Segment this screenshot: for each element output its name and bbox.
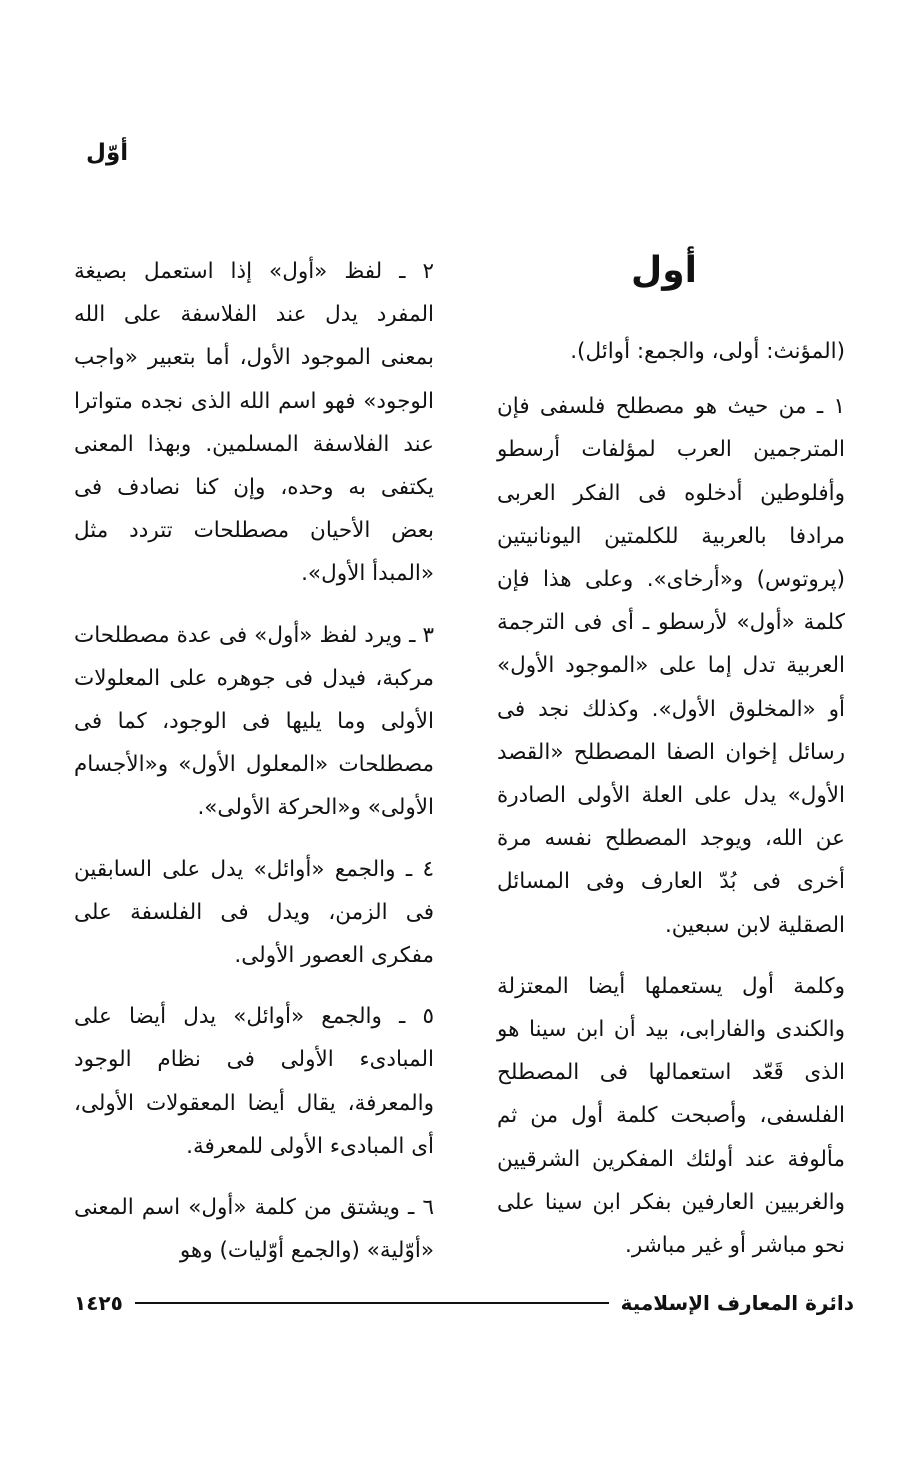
footer-rule: [135, 1302, 609, 1304]
paragraph-5: ٥ ـ والجمع «أوائل» يدل أيضا على المبادىء الأولى فى نظام الوجود والمعرفة، يقال أيضا المعقولات الأولى، أى المبادىء الأولى للمعرفة.: [74, 1004, 434, 1159]
publication-name: دائرة المعارف الإسلامية: [620, 1291, 854, 1315]
entry-title: أول: [631, 250, 697, 291]
page-footer: [74, 1288, 854, 1318]
page-number: ١٤٢٥: [74, 1291, 123, 1315]
paragraph-3: ٣ ـ ويرد لفظ «أول» فى عدة مصطلحات مركبة، فيدل فى جوهره على المعلولات الأولى وما يليها فى الوجود، كما فى مصطلحات «المعلول الأول» و«الأجسام الأولى» و«الحركة الأولى».: [74, 622, 434, 821]
paragraph-1: ١ ـ من حيث هو مصطلح فلسفى فإن المترجمين العرب لمؤلفات أرسطو وأفلوطين أدخلوه فى الفكر العربى مرادفا بالعربية للكلمتين اليونانيتين (پروتوس) و«أرخاى». وعلى هذا فإن كلمة «أول» لأرسطو ـ أى فى الترجمة العربية تدل إما على «الموجود الأول» أو «المخلوق الأول». وكذلك نجد فى رسائل إخوان الصفا المصطلح «القصد الأول» يدل على العلة الأولى الصادرة عن الله، ويوجد المصطلح نفسه مرة أخرى فى بُدّ العارف وفى المسائل الصقلية لابن سبعين.: [497, 394, 845, 938]
paragraph-6: ٦ ـ ويشتق من كلمة «أول» اسم المعنى «أوّلية» (والجمع أوّليات) وهو: [74, 1195, 434, 1264]
paragraph-usage: وكلمة أول يستعملها أيضا المعتزلة والكندى والفارابى، بيد أن ابن سينا هو الذى قَعّد استعمالها فى المصطلح الفلسفى، وأصبحت كلمة أول من ثم مألوفة عند أولئك المفكرين الشرقيين والغربيين العارفين بفكر ابن سينا على نحو مباشر أو غير مباشر.: [497, 973, 845, 1259]
paragraph-intro: (المؤنث: أولى، والجمع: أوائل).: [570, 339, 845, 364]
left-column: [74, 250, 434, 1290]
right-column: [497, 330, 845, 1285]
running-head: أوّل: [86, 140, 129, 166]
paragraph-2: ٢ ـ لفظ «أول» إذا استعمل بصيغة المفرد يدل عند الفلاسفة على الله بمعنى الموجود الأول، أما بتعبير «واجب الوجود» فهو اسم الله الذى نجده متواترا عند الفلاسفة المسلمين. وبهذا المعنى يكتفى به وحده، وإن كنا نصادف فى بعض الأحيان مصطلحات تتردد مثل «المبدأ الأول».: [74, 259, 434, 587]
paragraph-4: ٤ ـ والجمع «أوائل» يدل على السابقين فى الزمن، ويدل فى الفلسفة على مفكرى العصور الأولى.: [74, 856, 434, 969]
